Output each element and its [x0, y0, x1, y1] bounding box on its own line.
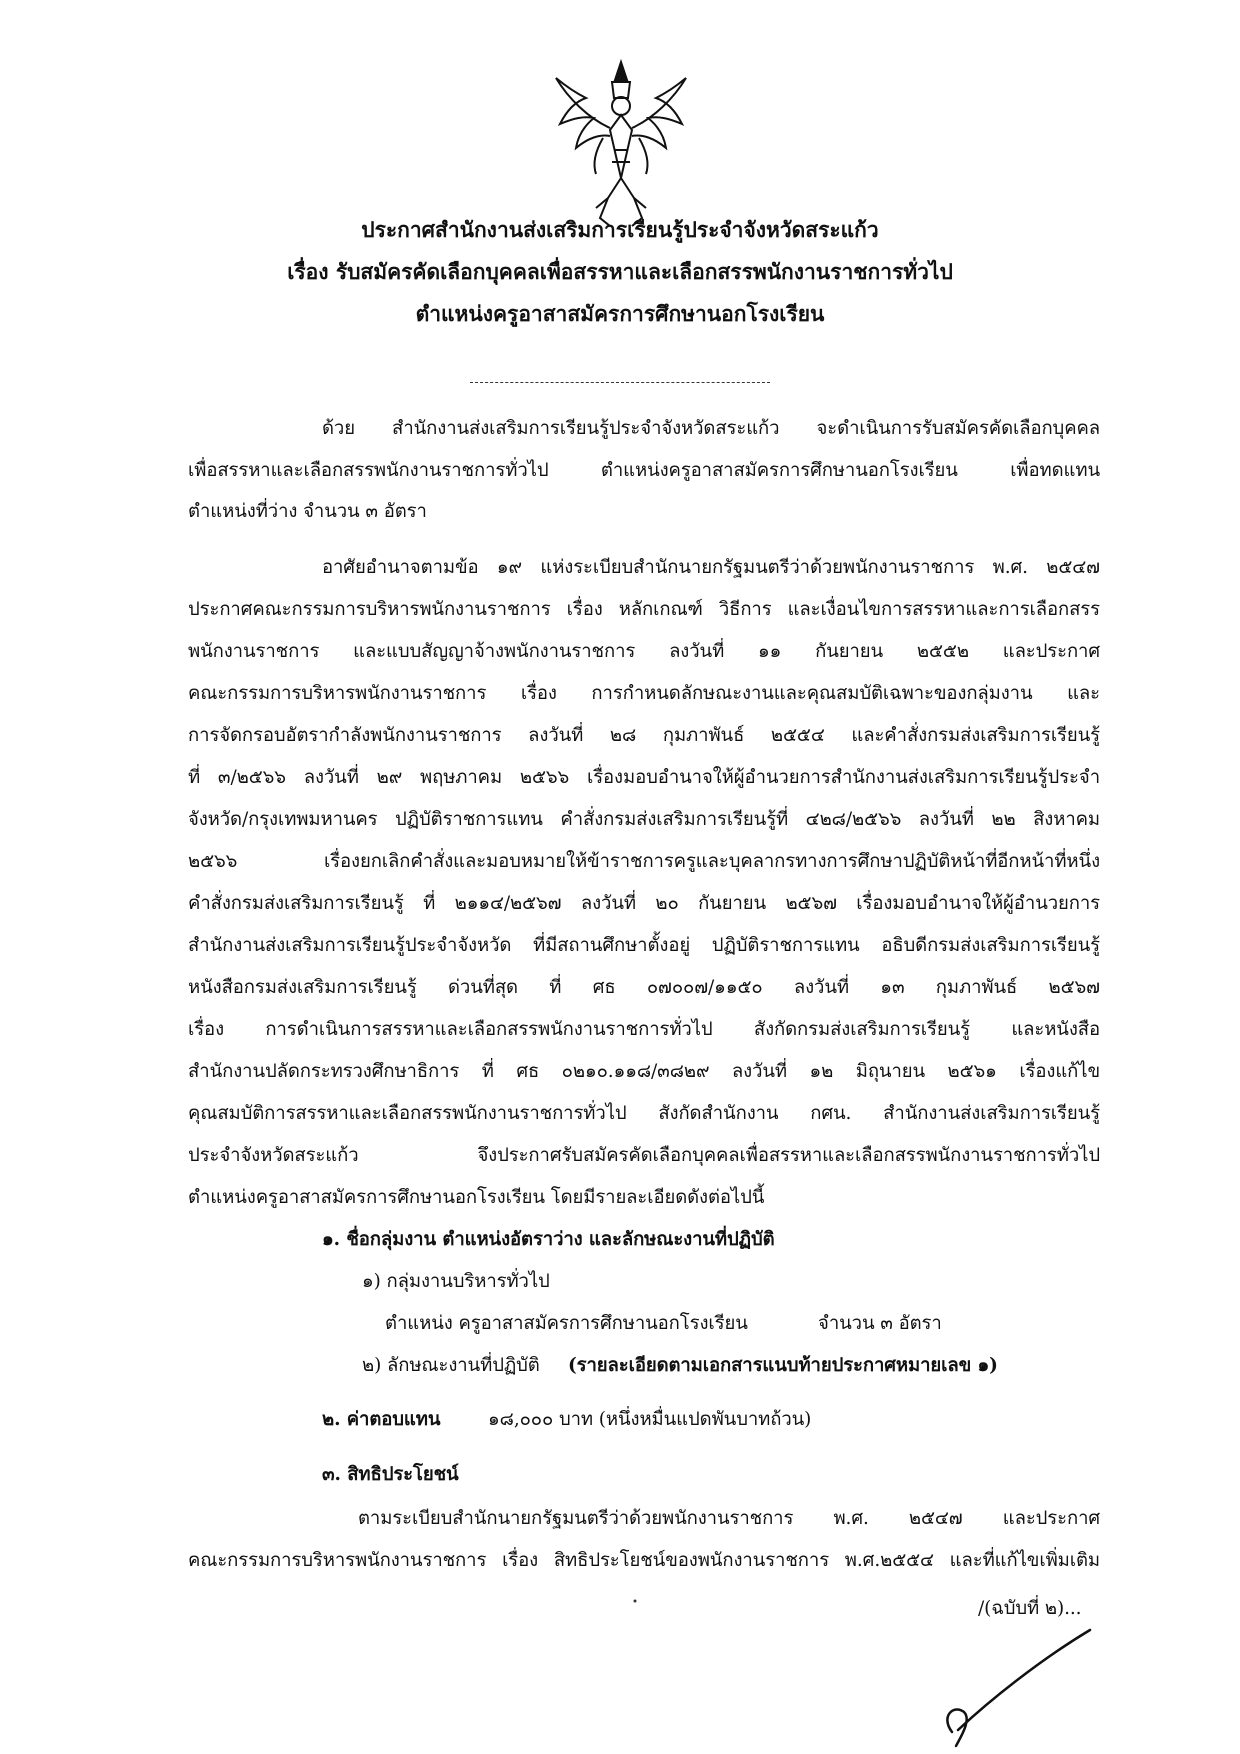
body-line: สำนักงานส่งเสริมการเรียนรู้ประจำจังหวัด ที่มีสถานศึกษาตั้งอยู่ ปฏิบัติราชการแทน อธิบดีกรมส่งเสริมการเรียนรู้: [188, 935, 1100, 956]
section-1-duty-detail: (รายละเอียดตามเอกสารแนบท้ายประกาศหมายเลข ๑): [568, 1355, 998, 1376]
section-3-line: คณะกรรมการบริหารพนักงานราชการ เรื่อง สิทธิประโยชน์ของพนักงานราชการ พ.ศ.๒๕๕๔ และที่แก้ไขเพิ่มเติม: [188, 1550, 1100, 1571]
body-line: คณะกรรมการบริหารพนักงานราชการ เรื่อง การกำหนดลักษณะงานและคุณสมบัติเฉพาะของกลุ่มงาน และ: [188, 683, 1100, 704]
body-line: ด้วย สำนักงานส่งเสริมการเรียนรู้ประจำจังหวัดสระแก้ว จะดำเนินการรับสมัครคัดเลือกบุคคล: [322, 418, 1100, 439]
title-line-2: เรื่อง รับสมัครคัดเลือกบุคคลเพื่อสรรหาและเลือกสรรพนักงานราชการทั่วไป: [287, 259, 953, 284]
scan-speck-icon: [632, 1598, 638, 1604]
body-line: อาศัยอำนาจตามข้อ ๑๙ แห่งระเบียบสำนักนายกรัฐมนตรีว่าด้วยพนักงานราชการ พ.ศ. ๒๕๔๗: [322, 557, 1100, 578]
title-line-3: ตำแหน่งครูอาสาสมัครการศึกษานอกโรงเรียน: [415, 301, 825, 326]
title-line-1: ประกาศสำนักงานส่งเสริมการเรียนรู้ประจำจังหวัดสระแก้ว: [361, 217, 879, 242]
body-line: คำสั่งกรมส่งเสริมการเรียนรู้ ที่ ๒๑๑๔/๒๕๖๗ ลงวันที่ ๒๐ กันยายน ๒๕๖๗ เรื่องมอบอำนาจให้ผู้อำนวยการ: [188, 893, 1100, 914]
body-line: จังหวัด/กรุงเทพมหานคร ปฏิบัติราชการแทน คำสั่งกรมส่งเสริมการเรียนรู้ที่ ๔๒๘/๒๕๖๖ ลงวันที่ ๒๒ สิงหาคม: [188, 809, 1100, 830]
section-3-title: ๓. สิทธิประโยชน์: [322, 1464, 459, 1485]
body-line: ประกาศคณะกรรมการบริหารพนักงานราชการ เรื่อง หลักเกณฑ์ วิธีการ และเงื่อนไขการสรรหาและการเลือกสรร: [188, 599, 1100, 620]
body-line: สำนักงานปลัดกระทรวงศึกษาธิการ ที่ ศธ ๐๒๑๐.๑๑๘/๓๘๒๙ ลงวันที่ ๑๒ มิถุนายน ๒๕๖๑ เรื่องแก้ไข: [188, 1061, 1100, 1082]
body-line: การจัดกรอบอัตรากำลังพนักงานราชการ ลงวันที่ ๒๘ กุมภาพันธ์ ๒๕๕๔ และคำสั่งกรมส่งเสริมการเรียนรู้: [188, 725, 1100, 746]
section-1-duty-label: ๒) ลักษณะงานที่ปฏิบัติ: [362, 1355, 540, 1376]
section-2-value: ๑๘,๐๐๐ บาท (หนึ่งหมื่นแปดพันบาทถ้วน): [488, 1409, 812, 1430]
body-line: พนักงานราชการ และแบบสัญญาจ้างพนักงานราชการ ลงวันที่ ๑๑ กันยายน ๒๕๕๒ และประกาศ: [188, 641, 1100, 662]
body-line: ตำแหน่งที่ว่าง จำนวน ๓ อัตรา: [188, 501, 427, 522]
body-line: ที่ ๓/๒๕๖๖ ลงวันที่ ๒๙ พฤษภาคม ๒๕๖๖ เรื่องมอบอำนาจให้ผู้อำนวยการสำนักงานส่งเสริมการเรียนรู้ประจำ: [188, 767, 1100, 788]
garuda-emblem-icon: [548, 58, 694, 232]
body-line: คุณสมบัติการสรรหาและเลือกสรรพนักงานราชการทั่วไป สังกัดสำนักงาน กศน. สำนักงานส่งเสริมการเรียนรู้: [188, 1103, 1100, 1124]
page-continuation: /(ฉบับที่ ๒)...: [978, 1598, 1082, 1619]
section-2-label: ๒. ค่าตอบแทน: [322, 1409, 441, 1430]
signature-mark-icon: [930, 1620, 1130, 1750]
section-1-title: ๑. ชื่อกลุ่มงาน ตำแหน่งอัตราว่าง และลักษณะงานที่ปฏิบัติ: [322, 1229, 775, 1250]
body-line: ตำแหน่งครูอาสาสมัครการศึกษานอกโรงเรียน โดยมีรายละเอียดดังต่อไปนี้: [188, 1187, 765, 1208]
body-line: เรื่อง การดำเนินการสรรหาและเลือกสรรพนักงานราชการทั่วไป สังกัดกรมส่งเสริมการเรียนรู้ และหนังสือ: [188, 1019, 1100, 1040]
body-line: ประจำจังหวัดสระแก้ว จึงประกาศรับสมัครคัดเลือกบุคคลเพื่อสรรหาและเลือกสรรพนักงานราชการทั่วไป: [188, 1145, 1100, 1166]
section-3-line: ตามระเบียบสำนักนายกรัฐมนตรีว่าด้วยพนักงานราชการ พ.ศ. ๒๕๔๗ และประกาศ: [358, 1508, 1100, 1529]
section-1-position: ตำแหน่ง ครูอาสาสมัครการศึกษานอกโรงเรียน: [385, 1313, 748, 1334]
body-line: หนังสือกรมส่งเสริมการเรียนรู้ ด่วนที่สุด ที่ ศธ ๐๗๐๐๗/๑๑๕๐ ลงวันที่ ๑๓ กุมภาพันธ์ ๒๕๖๗: [188, 977, 1100, 998]
body-line: ๒๕๖๖ เรื่องยกเลิกคำสั่งและมอบหมายให้ข้าราชการครูและบุคลากรทางการศึกษาปฏิบัติหน้าที่อีกหน้าที่หนึ่ง: [188, 851, 1100, 872]
title-divider: [470, 382, 770, 383]
section-1-count: จำนวน ๓ อัตรา: [818, 1313, 942, 1334]
section-1-group: ๑) กลุ่มงานบริหารทั่วไป: [362, 1271, 550, 1292]
body-line: เพื่อสรรหาและเลือกสรรพนักงานราชการทั่วไป ตำแหน่งครูอาสาสมัครการศึกษานอกโรงเรียน เพื่อทดแทน: [188, 460, 1100, 481]
